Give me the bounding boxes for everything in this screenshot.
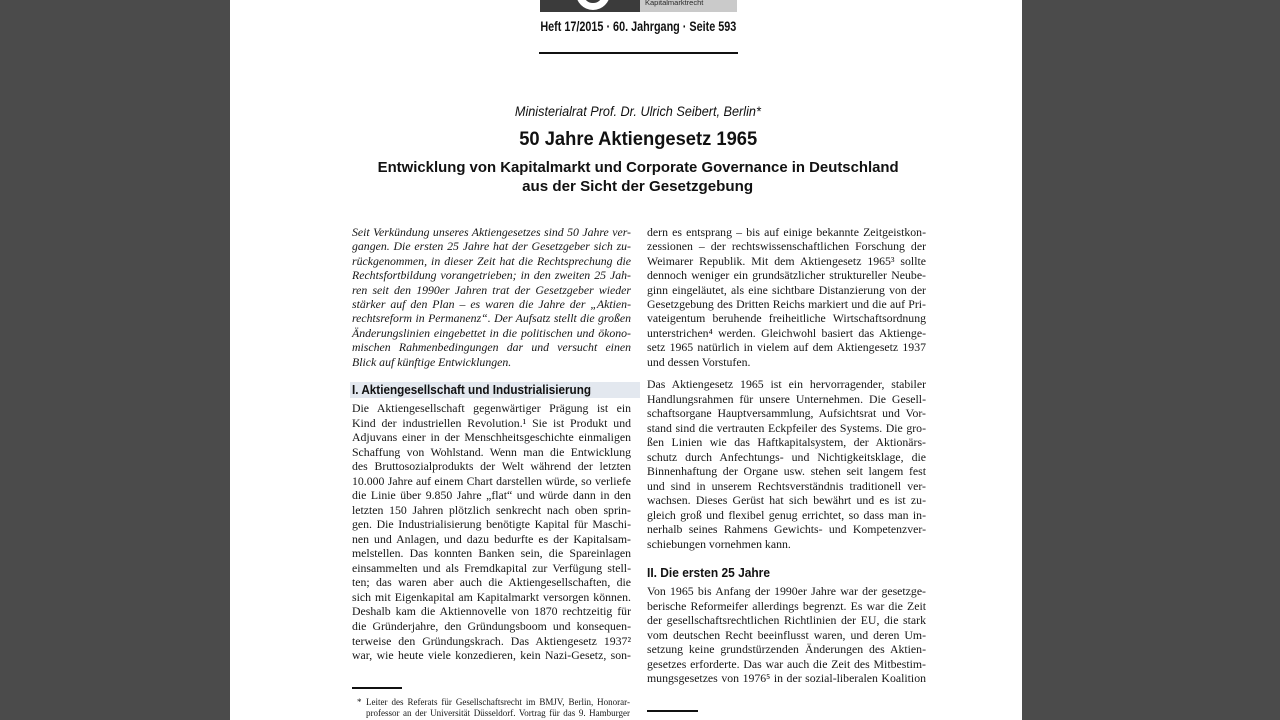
abstract-line: rückgenommen, in dieser Zeit hat die Rechtsprechung die	[352, 253, 631, 268]
body-line: Die Aktiengesellschaft gegenwärtiger Prägung ist ein	[352, 401, 631, 415]
masthead-rule	[539, 52, 738, 54]
body-line: stand sind die vertrauten Eckpfeiler des Systems. Die gro-	[647, 420, 926, 435]
body-line: gleich groß und flexibel genug errichtet, so dass man in-	[647, 507, 926, 522]
body-line: der gesellschaftsrechtlichen Richtlinien der EU, die stark	[647, 613, 926, 628]
body-line: schiebungen vornehmen kann.	[647, 537, 791, 552]
article-title: 50 Jahre Aktiengesetz 1965	[519, 129, 757, 150]
issue-line: Heft 17/2015 · 60. Jahrgang · Seite 593	[540, 19, 736, 34]
body-line: ten; das waren aber auch die Aktiengesellschaften, die	[352, 575, 631, 590]
footnote-rule	[352, 687, 402, 689]
body-line: sich mit Eigenkapital am Kapitalmarkt versorgen können.	[352, 589, 631, 604]
body-line: vateigentum beruhende freiheitliche Wirtschaftsordnung	[647, 311, 926, 326]
body-line: und dessen Vorstufen.	[647, 354, 751, 369]
body-line: melstellen. Das konnten Banken sein, die Spareinlagen	[352, 546, 631, 561]
footnote-marker: *	[357, 697, 362, 707]
abstract-line: ren seit den 1990er Jahren trat der Gesetzgeber wieder	[352, 282, 631, 297]
section-heading-text: II. Die ersten 25 Jahre	[647, 566, 770, 580]
body-line: schaftsorgane Hauptversammlung, Aufsichtsrat und Vor-	[647, 406, 926, 421]
document-page	[230, 0, 1022, 720]
body-line: Schaffung von Wohlstand. Wenn man die Entwicklung	[352, 444, 631, 459]
body-line: vom deutschen Recht beeinflusst waren, und deren Um-	[647, 627, 926, 642]
body-line: unterstrichen⁴ werden. Gleichwohl basiert das Aktienge-	[647, 325, 926, 340]
body-line: die Gründerjahre, den Gründungsboom und konsequen-	[352, 618, 631, 633]
body-line: nen und Anlagen, und dazu bedurfte es der Kapitalsam-	[352, 531, 631, 546]
abstract-line: stärker auf den Plan – es waren die Jahre der „Aktien-	[352, 297, 631, 312]
right-paragraph-1	[647, 225, 926, 369]
body-line: terweise den Gründungskrach. Das Aktiengesetz 1937²	[352, 633, 631, 648]
section-2-body	[647, 584, 926, 686]
right-paragraph-2	[647, 377, 926, 552]
body-line: Gesetzgebung des Dritten Reichs markiert und die auf Pri-	[647, 297, 926, 312]
journal-logo	[540, 0, 640, 12]
body-line: Deshalb kam die Aktiennovelle von 1870 rechtzeitig für	[352, 604, 631, 619]
author-row	[338, 102, 938, 120]
logo-mark-icon	[576, 0, 610, 10]
body-line: mungsgesetzes von 1976⁵ in der sozial-liberalen Koalition	[647, 671, 926, 686]
article-subtitle-line: Entwicklung von Kapitalmarkt und Corporate Governance in Deutschland	[377, 159, 899, 176]
abstract-line: rechtsreform in Permanenz“. Der Aufsatz stellt die großen	[352, 311, 631, 326]
body-line: die Linie über 9.850 Jahre „flat“ und würde dann in den	[352, 488, 631, 503]
abstract-line: Änderungslinien eingebettet in die politischen und ökono-	[352, 325, 631, 340]
body-line: einsammelten und als Fremdkapital zur Verfügung stell-	[352, 560, 631, 575]
body-line: zessionen – der rechtswissenschaftlichen Forschung der	[647, 239, 926, 254]
title-row	[338, 128, 938, 152]
abstract	[352, 225, 631, 369]
body-line: gen. Die Industrialisierung benötigte Kapital für Maschi-	[352, 517, 631, 532]
body-line: Handlungsrahmen für unsere Unternehmen. Die Gesell-	[647, 391, 926, 406]
body-line: Von 1965 bis Anfang der 1990er Jahre war der gesetzge-	[647, 584, 926, 598]
body-line: war, wie heute viele konzedieren, kein Nazi-Gesetz, son-	[352, 648, 631, 663]
body-line: und sind in unserem Rechtsverständnis traditionell ver-	[647, 478, 926, 493]
body-line: schutz durch Anfechtungs- und Nichtigkeitsklage, die	[647, 449, 926, 464]
body-line: ßen Linien wie das Haftkapitalsystem, der Aktionärs-	[647, 435, 926, 450]
body-line: Das Aktiengesetz 1965 ist ein hervorragender, stabiler	[647, 377, 926, 391]
abstract-line: gangen. Die ersten 25 Jahre hat der Gesetzgeber sich zu-	[352, 239, 631, 254]
section-1-body	[352, 401, 631, 663]
body-line: setzung keine grundstürzenden Änderungen des Aktien-	[647, 642, 926, 657]
abstract-line: Blick auf künftige Entwicklungen.	[352, 354, 512, 369]
body-line: berische Reformeifer allerdings begrenzt. Es war die Zeit	[647, 598, 926, 613]
section-heading-1	[352, 383, 607, 398]
body-line: dennoch weniger ein grundsätzlicher struktureller Neube-	[647, 268, 926, 283]
abstract-line: mischen Rahmenbedingungen dar und versucht einen	[352, 340, 631, 355]
footnote	[366, 697, 630, 719]
journal-brand-text: Kapitalmarktrecht	[645, 0, 704, 7]
body-line: Binnenhaftung der Organe usw. stehen seit langem fest	[647, 464, 926, 479]
issue-line-row	[338, 18, 938, 36]
body-line: letzten 150 Jahren plötzlich senkrecht nach oben sprin-	[352, 502, 631, 517]
body-line: nerhalb seines Rahmens Gewichts- und Kompetenzver-	[647, 522, 926, 537]
body-line: dern es entsprang – bis auf einige bekannte Zeitgeistkon-	[647, 225, 926, 239]
body-line: des Bruttosozialprodukts der Welt während der letzten	[352, 459, 631, 474]
body-line: setz 1965 natürlich in vielem auf dem Aktiengesetz 1937	[647, 340, 926, 355]
body-line: Weimarer Republik. Mit dem Aktiengesetz 1965³ sollte	[647, 253, 926, 268]
body-line: ginn eingeläutet, als eine sichtbare Distanzierung von der	[647, 282, 926, 297]
subtitle-row-2	[338, 177, 938, 197]
footnote-line: Leiter des Referats für Gesellschaftsrecht im BMJV, Berlin, Honorar-	[366, 697, 630, 707]
footnote-line: professor an der Universität Düsseldorf. Vortrag für das 9. Hamburger	[366, 708, 630, 718]
section-heading-text: I. Aktiengesellschaft und Industrialisierung	[352, 383, 591, 397]
subtitle-row-1	[338, 158, 938, 178]
abstract-line: Rechtsfortbildung vorangetrieben; in den zweiten 25 Jah-	[352, 268, 631, 283]
footnote-rule	[647, 710, 698, 712]
body-line: gesetzes erforderte. Das war auch die Zeit des Mitbestim-	[647, 656, 926, 671]
section-heading-2	[647, 566, 776, 581]
body-line: 10.000 Jahre auf einem Chart darstellen würde, so verliefe	[352, 473, 631, 488]
body-line: Kind der industriellen Revolution.¹ Sie ist Produkt und	[352, 415, 631, 430]
journal-brand-bar	[640, 0, 737, 12]
abstract-line: Seit Verkündung unseres Aktiengesetzes sind 50 Jahre ver-	[352, 225, 631, 239]
author-line: Ministerialrat Prof. Dr. Ulrich Seibert, Berlin*	[515, 103, 761, 119]
body-line: wachsen. Dieses Gerüst hat sich bewährt und es ist zu-	[647, 493, 926, 508]
article-subtitle-line: aus der Sicht der Gesetzgebung	[522, 178, 754, 195]
body-line: Adjuvans einer in der Menschheitsgeschichte einmaligen	[352, 430, 631, 445]
